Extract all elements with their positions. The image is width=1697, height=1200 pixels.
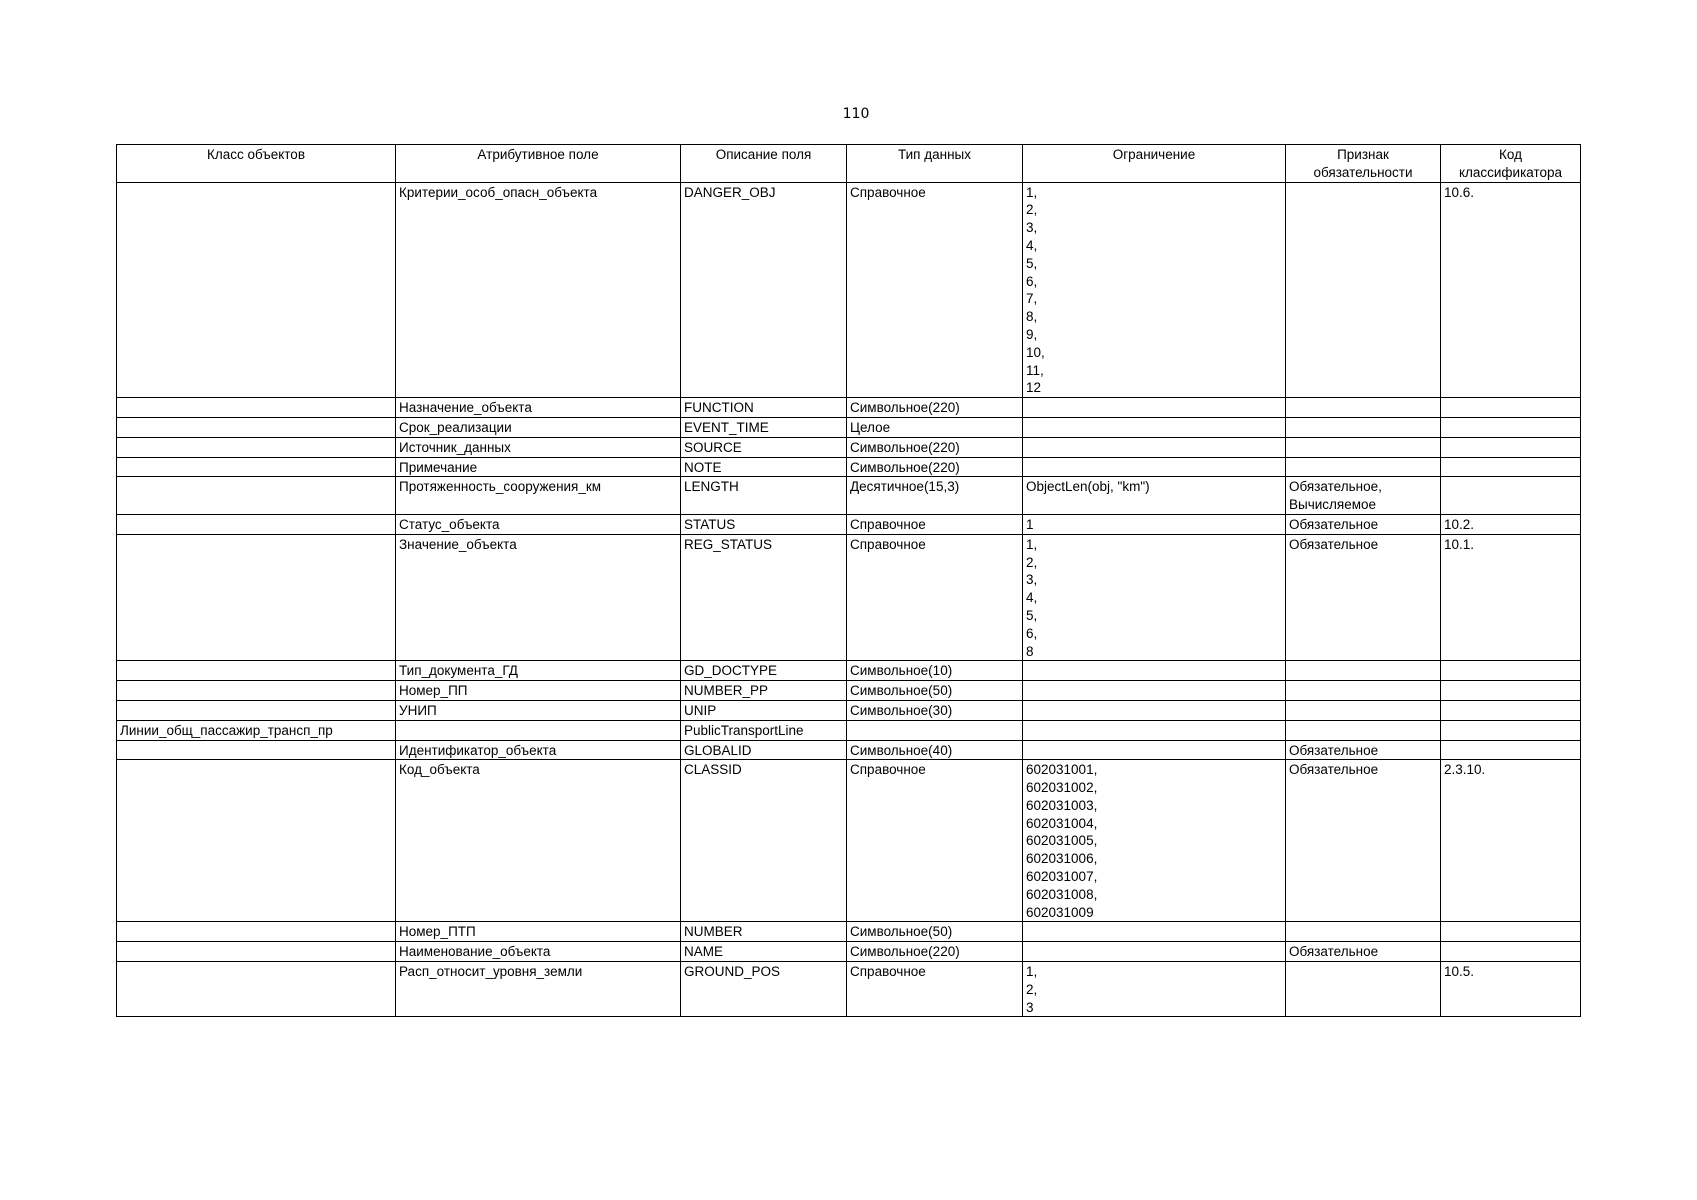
cell-object-class xyxy=(117,514,396,534)
cell-attribute-field xyxy=(396,720,681,740)
cell-attribute-field: Код_объекта xyxy=(396,760,681,922)
cell-required-flag: Обязательное xyxy=(1286,942,1441,962)
cell-data-type: Справочное xyxy=(847,534,1023,661)
table-row xyxy=(117,661,1581,681)
cell-field-description: UNIP xyxy=(681,700,847,720)
cell-attribute-field: Протяженность_сооружения_км xyxy=(396,477,681,515)
cell-constraint xyxy=(1023,700,1286,720)
cell-classifier-code xyxy=(1441,417,1581,437)
cell-required-flag xyxy=(1286,922,1441,942)
cell-classifier-code: 10.2. xyxy=(1441,514,1581,534)
cell-classifier-code: 10.5. xyxy=(1441,962,1581,1017)
table-header-row xyxy=(117,145,1581,183)
cell-data-type: Символьное(220) xyxy=(847,437,1023,457)
cell-constraint: 1, 2, 3, 4, 5, 6, 8 xyxy=(1023,534,1286,661)
cell-field-description: CLASSID xyxy=(681,760,847,922)
cell-attribute-field: Расп_относит_уровня_земли xyxy=(396,962,681,1017)
header-attribute-field: Атрибутивное поле xyxy=(396,145,681,183)
cell-object-class xyxy=(117,661,396,681)
cell-field-description: NUMBER_PP xyxy=(681,681,847,701)
cell-classifier-code: 2.3.10. xyxy=(1441,760,1581,922)
cell-field-description: DANGER_OBJ xyxy=(681,182,847,398)
table-row xyxy=(117,720,1581,740)
table-row xyxy=(117,700,1581,720)
cell-constraint xyxy=(1023,942,1286,962)
table-row xyxy=(117,962,1581,1017)
cell-classifier-code xyxy=(1441,398,1581,418)
cell-required-flag xyxy=(1286,398,1441,418)
cell-classifier-code xyxy=(1441,477,1581,515)
table-row xyxy=(117,922,1581,942)
cell-attribute-field: Наименование_объекта xyxy=(396,942,681,962)
cell-required-flag: Обязательное, Вычисляемое xyxy=(1286,477,1441,515)
cell-data-type: Символьное(30) xyxy=(847,700,1023,720)
table-row xyxy=(117,437,1581,457)
cell-constraint xyxy=(1023,437,1286,457)
cell-data-type: Справочное xyxy=(847,962,1023,1017)
cell-field-description: REG_STATUS xyxy=(681,534,847,661)
cell-attribute-field: Критерии_особ_опасн_объекта xyxy=(396,182,681,398)
cell-required-flag: Обязательное xyxy=(1286,740,1441,760)
cell-required-flag: Обязательное xyxy=(1286,760,1441,922)
cell-required-flag xyxy=(1286,720,1441,740)
cell-classifier-code xyxy=(1441,720,1581,740)
cell-classifier-code xyxy=(1441,457,1581,477)
cell-object-class xyxy=(117,740,396,760)
cell-constraint xyxy=(1023,398,1286,418)
cell-attribute-field: Номер_ПП xyxy=(396,681,681,701)
page-number: 110 xyxy=(842,106,870,122)
cell-data-type: Символьное(220) xyxy=(847,398,1023,418)
cell-required-flag: Обязательное xyxy=(1286,514,1441,534)
header-constraint: Ограничение xyxy=(1023,145,1286,183)
cell-required-flag: Обязательное xyxy=(1286,534,1441,661)
cell-constraint: 1 xyxy=(1023,514,1286,534)
table-row xyxy=(117,398,1581,418)
cell-object-class xyxy=(117,700,396,720)
cell-data-type: Справочное xyxy=(847,514,1023,534)
table-row xyxy=(117,740,1581,760)
header-object-class: Класс объектов xyxy=(117,145,396,183)
cell-constraint xyxy=(1023,681,1286,701)
header-field-description: Описание поля xyxy=(681,145,847,183)
cell-object-class xyxy=(117,534,396,661)
cell-required-flag xyxy=(1286,417,1441,437)
cell-data-type: Символьное(10) xyxy=(847,661,1023,681)
cell-field-description: NAME xyxy=(681,942,847,962)
cell-required-flag xyxy=(1286,457,1441,477)
cell-data-type: Символьное(220) xyxy=(847,457,1023,477)
cell-data-type: Символьное(50) xyxy=(847,922,1023,942)
cell-classifier-code xyxy=(1441,740,1581,760)
cell-classifier-code xyxy=(1441,437,1581,457)
cell-classifier-code xyxy=(1441,681,1581,701)
table-row xyxy=(117,942,1581,962)
cell-required-flag xyxy=(1286,700,1441,720)
cell-data-type: Символьное(50) xyxy=(847,681,1023,701)
header-data-type: Тип данных xyxy=(847,145,1023,183)
cell-constraint: ObjectLen(obj, "km") xyxy=(1023,477,1286,515)
cell-object-class xyxy=(117,962,396,1017)
cell-attribute-field: Идентификатор_объекта xyxy=(396,740,681,760)
cell-attribute-field: УНИП xyxy=(396,700,681,720)
table-row xyxy=(117,182,1581,398)
cell-classifier-code: 10.1. xyxy=(1441,534,1581,661)
table-row xyxy=(117,681,1581,701)
cell-attribute-field: Тип_документа_ГД xyxy=(396,661,681,681)
cell-object-class xyxy=(117,922,396,942)
table-row xyxy=(117,477,1581,515)
cell-classifier-code xyxy=(1441,661,1581,681)
cell-object-class: Линии_общ_пассажир_трансп_пр xyxy=(117,720,396,740)
cell-attribute-field: Номер_ПТП xyxy=(396,922,681,942)
cell-field-description: GD_DOCTYPE xyxy=(681,661,847,681)
cell-required-flag xyxy=(1286,681,1441,701)
table-row xyxy=(117,457,1581,477)
cell-field-description: FUNCTION xyxy=(681,398,847,418)
cell-classifier-code xyxy=(1441,942,1581,962)
cell-field-description: PublicTransportLine xyxy=(681,720,847,740)
cell-object-class xyxy=(117,681,396,701)
cell-field-description: EVENT_TIME xyxy=(681,417,847,437)
cell-field-description: NUMBER xyxy=(681,922,847,942)
table-row xyxy=(117,760,1581,922)
cell-object-class xyxy=(117,182,396,398)
table-row xyxy=(117,534,1581,661)
cell-field-description: SOURCE xyxy=(681,437,847,457)
cell-data-type: Справочное xyxy=(847,760,1023,922)
cell-constraint xyxy=(1023,457,1286,477)
header-classifier-code: Код классификатора xyxy=(1441,145,1581,183)
cell-attribute-field: Значение_объекта xyxy=(396,534,681,661)
cell-data-type: Справочное xyxy=(847,182,1023,398)
attribute-table xyxy=(116,144,1581,1017)
cell-constraint xyxy=(1023,417,1286,437)
cell-required-flag xyxy=(1286,437,1441,457)
cell-classifier-code xyxy=(1441,922,1581,942)
cell-required-flag xyxy=(1286,962,1441,1017)
cell-constraint xyxy=(1023,661,1286,681)
cell-object-class xyxy=(117,760,396,922)
cell-constraint: 1, 2, 3, 4, 5, 6, 7, 8, 9, 10, 11, 12 xyxy=(1023,182,1286,398)
cell-data-type: Целое xyxy=(847,417,1023,437)
cell-object-class xyxy=(117,417,396,437)
cell-data-type: Символьное(220) xyxy=(847,942,1023,962)
cell-object-class xyxy=(117,457,396,477)
cell-object-class xyxy=(117,437,396,457)
cell-object-class xyxy=(117,398,396,418)
cell-attribute-field: Назначение_объекта xyxy=(396,398,681,418)
cell-attribute-field: Примечание xyxy=(396,457,681,477)
cell-constraint xyxy=(1023,922,1286,942)
cell-classifier-code xyxy=(1441,700,1581,720)
cell-attribute-field: Статус_объекта xyxy=(396,514,681,534)
cell-data-type: Символьное(40) xyxy=(847,740,1023,760)
cell-data-type: Десятичное(15,3) xyxy=(847,477,1023,515)
cell-field-description: STATUS xyxy=(681,514,847,534)
cell-object-class xyxy=(117,942,396,962)
cell-attribute-field: Срок_реализации xyxy=(396,417,681,437)
cell-constraint xyxy=(1023,720,1286,740)
table-row xyxy=(117,514,1581,534)
cell-field-description: GLOBALID xyxy=(681,740,847,760)
cell-object-class xyxy=(117,477,396,515)
cell-field-description: LENGTH xyxy=(681,477,847,515)
cell-required-flag xyxy=(1286,661,1441,681)
cell-constraint: 602031001, 602031002, 602031003, 602031004, 602031005, 602031006, 602031007, 602031008, 602031009 xyxy=(1023,760,1286,922)
cell-required-flag xyxy=(1286,182,1441,398)
cell-classifier-code: 10.6. xyxy=(1441,182,1581,398)
cell-data-type xyxy=(847,720,1023,740)
cell-constraint: 1, 2, 3 xyxy=(1023,962,1286,1017)
cell-field-description: GROUND_POS xyxy=(681,962,847,1017)
cell-attribute-field: Источник_данных xyxy=(396,437,681,457)
header-required-flag: Признак обязательности xyxy=(1286,145,1441,183)
table-row xyxy=(117,417,1581,437)
cell-field-description: NOTE xyxy=(681,457,847,477)
cell-constraint xyxy=(1023,740,1286,760)
